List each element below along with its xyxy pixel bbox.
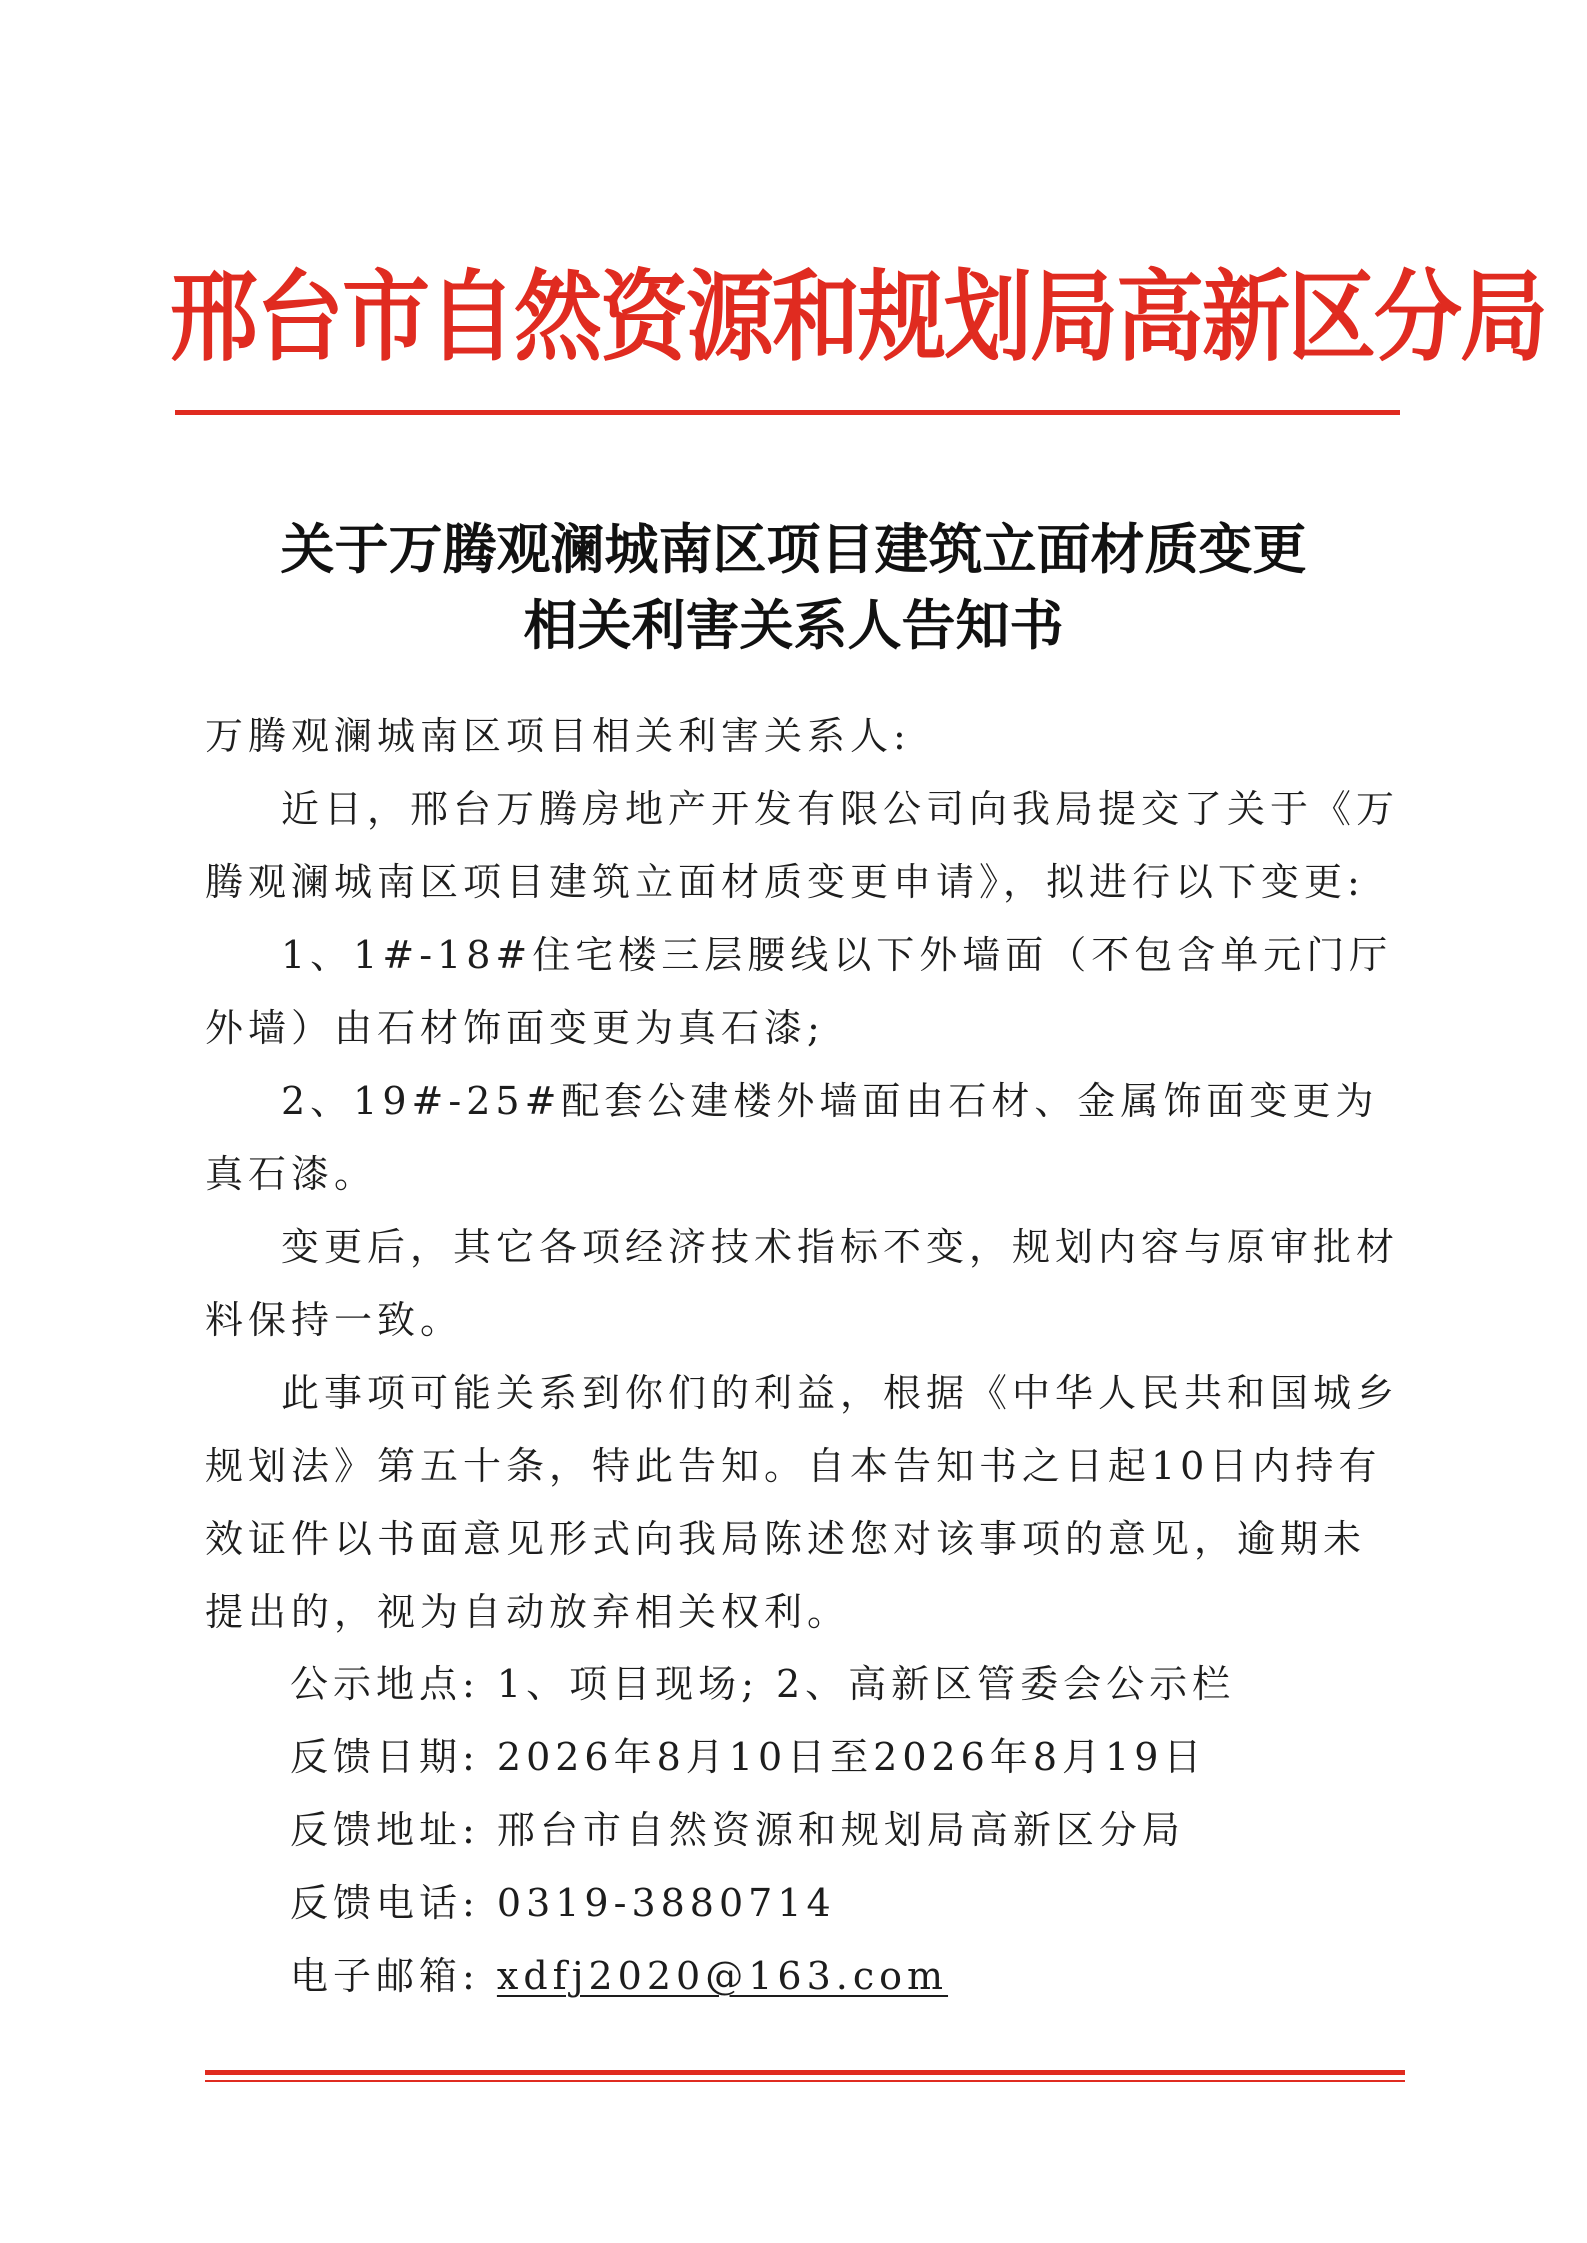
letterhead-divider-line — [175, 410, 1400, 415]
email-row — [290, 1940, 1235, 2013]
feedback-phone-row — [290, 1867, 1235, 1940]
feedback-info-block — [290, 1648, 1235, 2013]
body-paragraph: 变更后，其它各项经济技术指标不变，规划内容与原审批材料保持一致。 — [205, 1225, 1400, 1342]
feedback-date-value: 2026年8月10日至2026年8月19日 — [496, 1735, 1207, 1779]
salutation: 万腾观澜城南区项目相关利害关系人: — [205, 714, 911, 758]
feedback-date-row — [290, 1721, 1235, 1794]
footer-divider-line-thin — [205, 2080, 1405, 2082]
feedback-phone-label: 反馈电话: — [290, 1881, 480, 1925]
email-link[interactable]: xdfj2020@163.com — [496, 1954, 949, 1998]
feedback-address-row — [290, 1794, 1235, 1867]
letterhead-org-name: 邢台市自然资源和规划局高新区分局 — [170, 258, 1547, 375]
document-title-line-1: 关于万腾观澜城南区项目建筑立面材质变更 — [280, 517, 1307, 581]
document-body — [205, 700, 1400, 1649]
body-paragraph: 此事项可能关系到你们的利益，根据《中华人民共和国城乡规划法》第五十条，特此告知。自本告知书之日起10日内持有效证件以书面意见形式向我局陈述您对该事项的意见，逾期未提出的，视为自动放弃相关权利。 — [205, 1371, 1400, 1634]
publicity-location-row — [290, 1648, 1235, 1721]
publicity-location-value: 1、项目现场; 2、高新区管委会公示栏 — [496, 1662, 1236, 1706]
email-label: 电子邮箱: — [290, 1954, 480, 1998]
feedback-address-label: 反馈地址: — [290, 1808, 480, 1852]
footer-divider-line-thick — [205, 2070, 1405, 2075]
feedback-address-value: 邢台市自然资源和规划局高新区分局 — [496, 1808, 1185, 1852]
body-paragraph: 1、1#-18#住宅楼三层腰线以下外墙面（不包含单元门厅外墙）由石材饰面变更为真石漆; — [205, 933, 1393, 1050]
body-paragraph: 近日，邢台万腾房地产开发有限公司向我局提交了关于《万腾观澜城南区项目建筑立面材质变更申请》，拟进行以下变更: — [205, 787, 1400, 904]
publicity-location-label: 公示地点: — [290, 1662, 480, 1706]
feedback-date-label: 反馈日期: — [290, 1735, 480, 1779]
feedback-phone-value: 0319-3880714 — [496, 1881, 836, 1925]
body-paragraph: 2、19#-25#配套公建楼外墙面由石材、金属饰面变更为真石漆。 — [205, 1079, 1379, 1196]
document-title-line-2: 相关利害关系人告知书 — [523, 593, 1064, 657]
